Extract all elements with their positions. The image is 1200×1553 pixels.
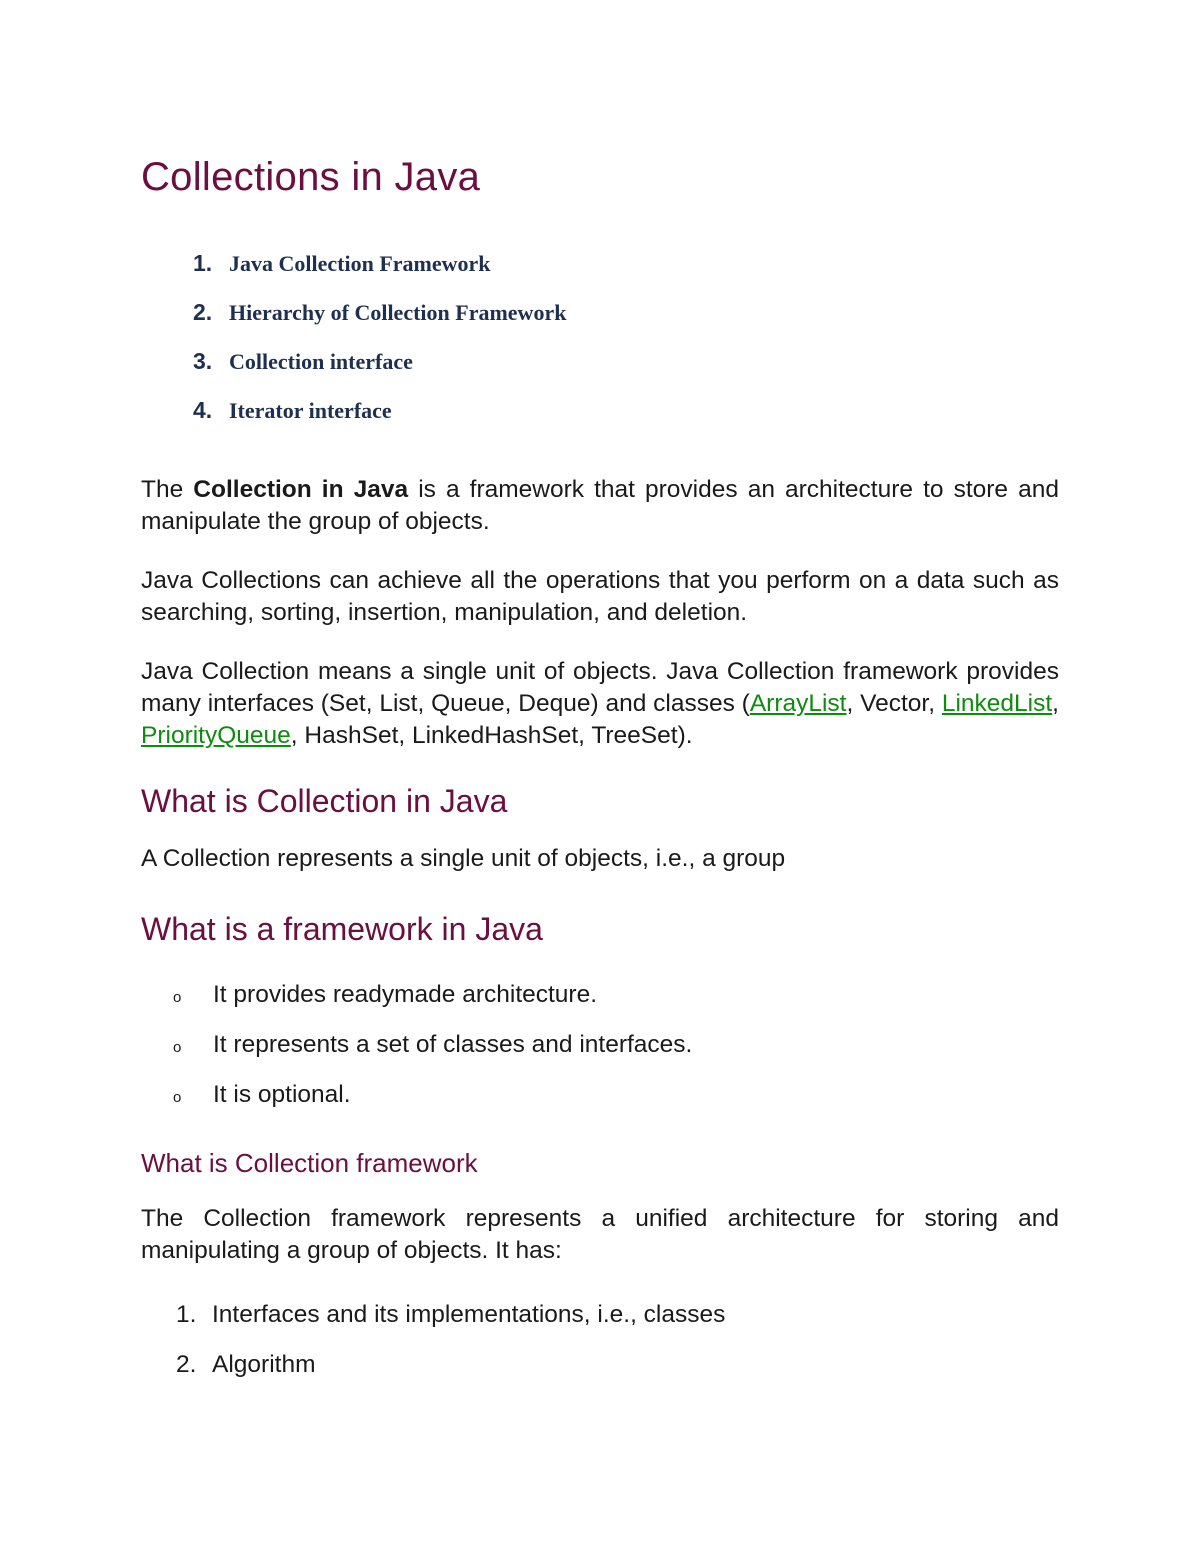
list-item [173,1031,1059,1081]
list-item [176,1301,1059,1351]
toc-item[interactable] [193,348,1059,397]
classes-text-4: , HashSet, LinkedHashSet, TreeSet). [290,722,693,749]
intro-pre: The [141,476,194,503]
toc-number: 3. [193,348,213,374]
framework-components-list [141,1301,1059,1401]
toc-link[interactable]: Collection interface [229,349,413,374]
item-text: Interfaces and its implementations, i.e., classes [212,1301,726,1328]
priorityqueue-link[interactable]: PriorityQueue [141,722,291,749]
intro-paragraph [141,474,1059,538]
linkedlist-link[interactable]: LinkedList [941,690,1053,717]
list-item [173,981,1059,1031]
section-heading-collection-framework: What is Collection framework [141,1148,478,1178]
bullet-icon: o [173,1089,182,1106]
item-number: 1. [176,1301,197,1328]
list-item [176,1351,1059,1401]
bullet-text: It represents a set of classes and interfaces. [213,1031,693,1058]
toc-number: 1. [193,250,213,276]
bullet-text: It is optional. [213,1081,351,1108]
item-number: 2. [176,1351,197,1378]
collection-definition: A Collection represents a single unit of objects, i.e., a group [141,845,786,872]
operations-paragraph: Java Collections can achieve all the operations that you perform on a data such as searching, sorting, insertion, manipulation, and deletion. [141,567,1059,626]
toc-item[interactable] [193,299,1059,348]
bullet-icon: o [173,989,182,1006]
framework-paragraph: The Collection framework represents a unified architecture for storing and manipulating a group of objects. It has: [141,1205,1059,1264]
bullet-icon: o [173,1039,182,1056]
toc-link[interactable]: Iterator interface [229,398,392,423]
bullet-text: It provides readymade architecture. [213,981,598,1008]
classes-paragraph [141,656,1059,752]
toc-number: 4. [193,397,213,423]
intro-post: is a framework that provides an architecture to store and manipulate the group of objects. [141,476,1060,535]
toc-number: 2. [193,299,213,325]
toc-item[interactable] [193,397,1059,446]
toc-item[interactable] [193,250,1059,299]
section-heading-framework: What is a framework in Java [141,911,543,947]
page-title: Collections in Java [141,155,481,199]
list-item [173,1081,1059,1131]
arraylist-link[interactable]: ArrayList [749,690,847,717]
table-of-contents [141,250,1059,446]
document-page [141,148,1059,1401]
framework-bullet-list [141,981,1059,1131]
toc-link[interactable]: Hierarchy of Collection Framework [229,300,567,325]
section-heading-collection: What is Collection in Java [141,783,508,819]
intro-bold-term: Collection in Java [193,476,409,503]
classes-text-2: , Vector, [846,690,942,717]
toc-link[interactable]: Java Collection Framework [229,251,491,276]
item-text: Algorithm [212,1351,316,1378]
classes-text-1: Java Collection means a single unit of objects. Java Collection framework provides many interfaces (Set, List, Queue, Deque) and classes ( [141,658,1059,717]
classes-text-3: , [1052,690,1059,717]
